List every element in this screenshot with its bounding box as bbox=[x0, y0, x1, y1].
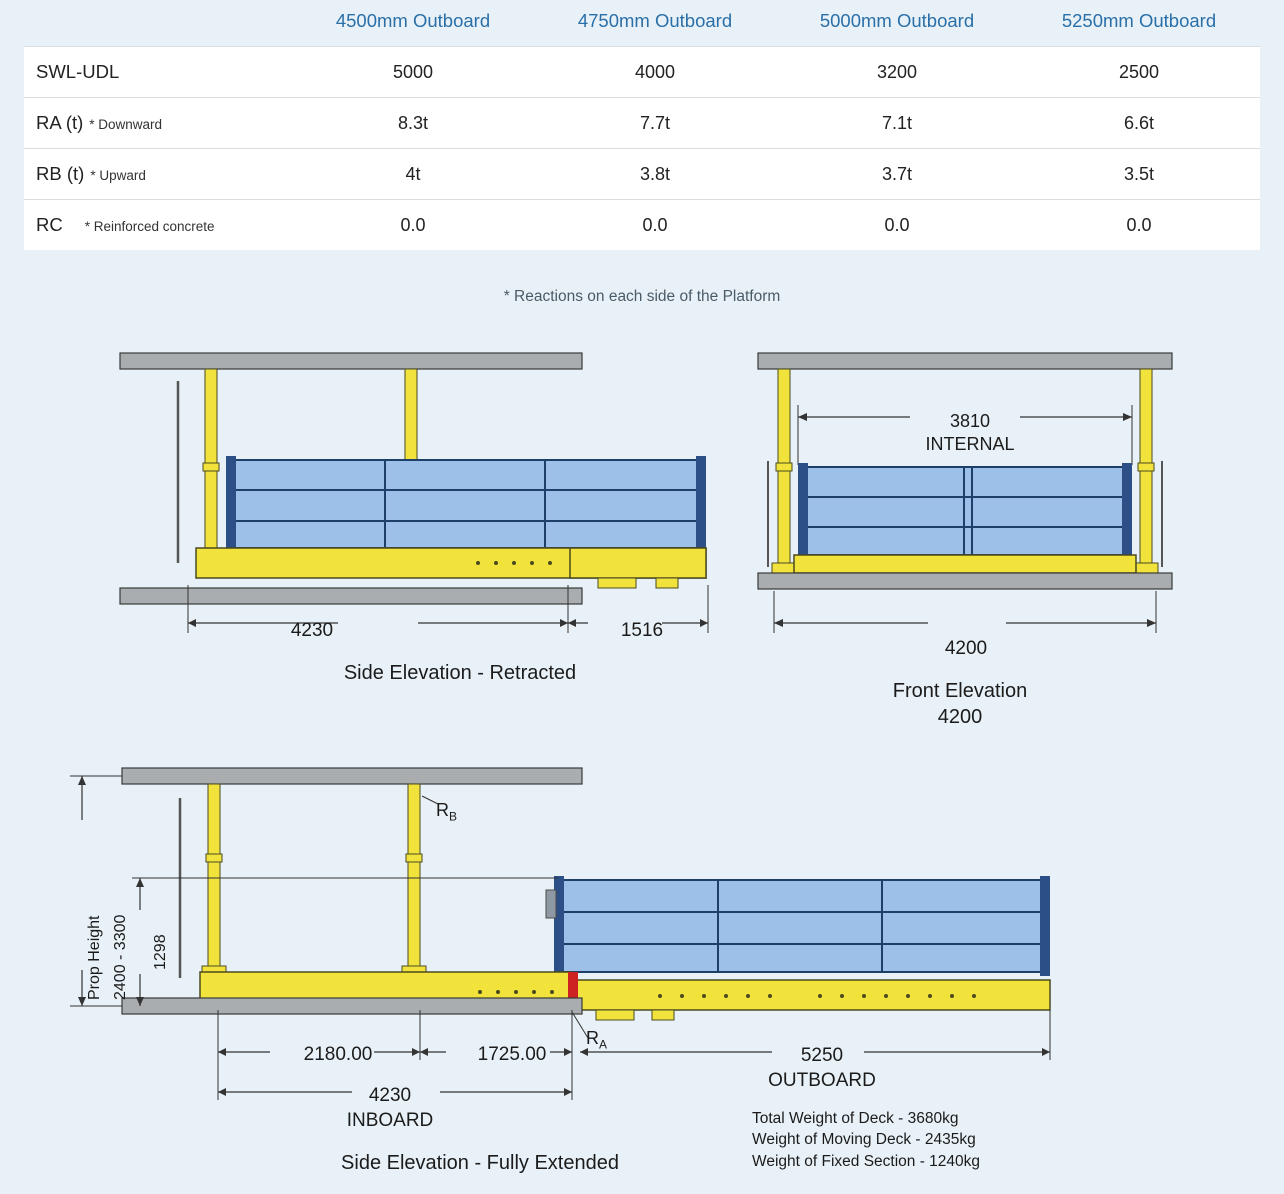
table-row bbox=[24, 47, 1260, 98]
weight-total: Total Weight of Deck - 3680kg bbox=[752, 1110, 959, 1127]
cell-rc-5000: 0.0 bbox=[776, 200, 1018, 251]
column-header-5250: 5250mm Outboard bbox=[1018, 0, 1260, 47]
cell-swl-5250: 2500 bbox=[1018, 47, 1260, 98]
cell-rb-4500: 4t bbox=[292, 149, 534, 200]
weight-moving: Weight of Moving Deck - 2435kg bbox=[752, 1131, 976, 1149]
cell-rc-4750: 0.0 bbox=[534, 200, 776, 251]
dim-extended-inboard: 4230 INBOARD bbox=[346, 1085, 434, 1131]
deck-height-dim: 1298 bbox=[152, 934, 169, 970]
dim-extended-outboard: 5250 OUTBOARD bbox=[768, 1045, 876, 1091]
cell-swl-4750: 4000 bbox=[534, 47, 776, 98]
cell-ra-4500: 8.3t bbox=[292, 98, 534, 149]
cell-rb-5250: 3.5t bbox=[1018, 149, 1260, 200]
dim-front-internal: 3810 INTERNAL bbox=[925, 411, 1015, 454]
side-elevation-extended-drawing bbox=[60, 760, 1080, 1140]
cell-rb-4750: 3.8t bbox=[534, 149, 776, 200]
caption-side-retracted: Side Elevation - Retracted bbox=[343, 662, 577, 684]
row-label-swl: SWL-UDL bbox=[24, 47, 292, 98]
dim-retracted-inboard: 4230 bbox=[290, 620, 334, 641]
prop-height-label: Prop Height bbox=[86, 915, 103, 1000]
cell-rc-5250: 0.0 bbox=[1018, 200, 1260, 251]
cell-ra-5250: 6.6t bbox=[1018, 98, 1260, 149]
cell-swl-5000: 3200 bbox=[776, 47, 1018, 98]
cell-rc-4500: 0.0 bbox=[292, 200, 534, 251]
side-elevation-retracted-drawing bbox=[100, 345, 740, 645]
label-rb: $R_B$ bbox=[436, 800, 458, 824]
reaction-table bbox=[24, 0, 1260, 250]
front-elevation-drawing bbox=[750, 345, 1180, 665]
column-header-5000: 5000mm Outboard bbox=[776, 0, 1018, 47]
table-row bbox=[24, 149, 1260, 200]
row-label-rb: RB (t) * Upward bbox=[24, 149, 292, 200]
column-header-4500: 4500mm Outboard bbox=[292, 0, 534, 47]
dim-retracted-outboard: 1516 bbox=[620, 620, 664, 641]
cell-ra-4750: 7.7t bbox=[534, 98, 776, 149]
column-header-blank bbox=[24, 0, 292, 47]
prop-height-value: 2400 - 3300 bbox=[112, 914, 129, 1000]
column-header-4750: 4750mm Outboard bbox=[534, 0, 776, 47]
row-label-rc: RC * Reinforced concrete bbox=[24, 200, 292, 251]
cell-ra-5000: 7.1t bbox=[776, 98, 1018, 149]
table-header-row bbox=[24, 0, 1260, 47]
dim-extended-a: 2180.00 bbox=[303, 1044, 373, 1065]
weights-block bbox=[752, 1108, 980, 1172]
weight-fixed: Weight of Fixed Section - 1240kg bbox=[752, 1152, 981, 1170]
cell-rb-5000: 3.7t bbox=[776, 149, 1018, 200]
caption-front-elevation: Front Elevation 4200 bbox=[892, 680, 1028, 728]
dim-front-overall: 4200 bbox=[944, 638, 988, 659]
cell-swl-4500: 5000 bbox=[292, 47, 534, 98]
label-ra: $R_A$ bbox=[586, 1028, 608, 1052]
table-footnote: * Reactions on each side of the Platform bbox=[503, 288, 781, 305]
table-row bbox=[24, 98, 1260, 149]
row-label-ra: RA (t) * Downward bbox=[24, 98, 292, 149]
table-row bbox=[24, 200, 1260, 251]
caption-side-extended: Side Elevation - Fully Extended bbox=[341, 1152, 619, 1174]
dim-extended-b: 1725.00 bbox=[477, 1044, 547, 1065]
